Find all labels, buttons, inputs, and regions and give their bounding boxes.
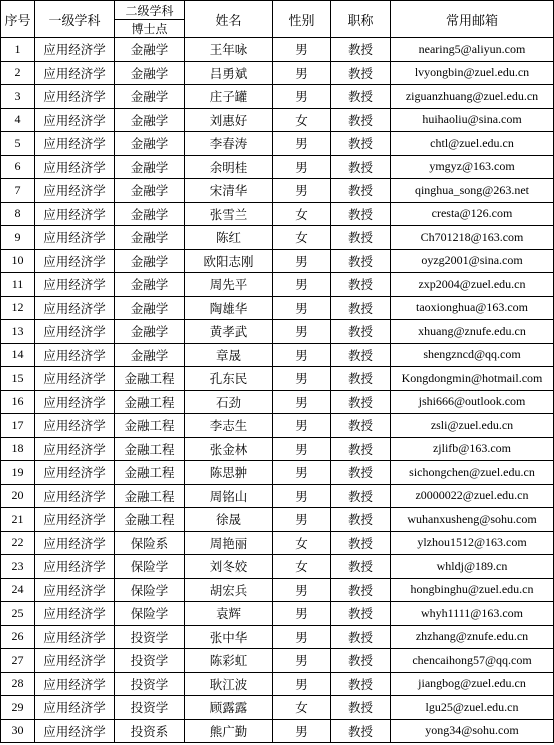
cell-level1-discipline: 应用经济学 xyxy=(35,390,115,414)
table-row xyxy=(1,273,554,297)
cell-level1-discipline: 应用经济学 xyxy=(35,296,115,320)
cell-gender: 女 xyxy=(273,108,331,132)
table-row xyxy=(1,108,554,132)
cell-no: 6 xyxy=(1,155,35,179)
cell-title: 教授 xyxy=(331,296,391,320)
cell-title: 教授 xyxy=(331,555,391,579)
table-row xyxy=(1,531,554,555)
cell-title: 教授 xyxy=(331,461,391,485)
cell-level2-discipline: 投资系 xyxy=(115,719,185,743)
cell-name: 刘冬姣 xyxy=(185,555,273,579)
cell-email: oyzg2001@sina.com xyxy=(391,249,554,273)
cell-level2-discipline: 金融学 xyxy=(115,273,185,297)
cell-name: 耿江波 xyxy=(185,672,273,696)
cell-title: 教授 xyxy=(331,202,391,226)
table-row xyxy=(1,343,554,367)
table-row xyxy=(1,461,554,485)
cell-name: 黄孝武 xyxy=(185,320,273,344)
cell-level2-discipline: 金融工程 xyxy=(115,461,185,485)
cell-no: 1 xyxy=(1,38,35,62)
cell-email: qinghua_song@263.net xyxy=(391,179,554,203)
cell-no: 13 xyxy=(1,320,35,344)
cell-level2-discipline: 金融学 xyxy=(115,343,185,367)
cell-gender: 男 xyxy=(273,414,331,438)
cell-email: zsli@zuel.edu.cn xyxy=(391,414,554,438)
cell-title: 教授 xyxy=(331,508,391,532)
cell-level1-discipline: 应用经济学 xyxy=(35,555,115,579)
cell-email: lvyongbin@zuel.edu.cn xyxy=(391,61,554,85)
cell-level2-discipline: 金融工程 xyxy=(115,484,185,508)
cell-gender: 男 xyxy=(273,484,331,508)
cell-gender: 男 xyxy=(273,719,331,743)
cell-email: ziguanzhuang@zuel.edu.cn xyxy=(391,85,554,109)
cell-level2-discipline: 保险学 xyxy=(115,555,185,579)
table-row xyxy=(1,414,554,438)
cell-level1-discipline: 应用经济学 xyxy=(35,61,115,85)
cell-name: 周铭山 xyxy=(185,484,273,508)
cell-email: cresta@126.com xyxy=(391,202,554,226)
cell-level1-discipline: 应用经济学 xyxy=(35,461,115,485)
cell-email: shengzncd@qq.com xyxy=(391,343,554,367)
cell-no: 10 xyxy=(1,249,35,273)
cell-no: 7 xyxy=(1,179,35,203)
cell-level1-discipline: 应用经济学 xyxy=(35,602,115,626)
cell-gender: 男 xyxy=(273,85,331,109)
cell-email: z0000022@zuel.edu.cn xyxy=(391,484,554,508)
cell-no: 9 xyxy=(1,226,35,250)
cell-name: 刘惠好 xyxy=(185,108,273,132)
cell-gender: 女 xyxy=(273,555,331,579)
cell-level2-discipline: 金融工程 xyxy=(115,414,185,438)
cell-no: 15 xyxy=(1,367,35,391)
cell-email: huihaoliu@sina.com xyxy=(391,108,554,132)
cell-title: 教授 xyxy=(331,719,391,743)
table-row xyxy=(1,179,554,203)
cell-level2-discipline: 金融学 xyxy=(115,249,185,273)
table-row xyxy=(1,296,554,320)
cell-title: 教授 xyxy=(331,155,391,179)
cell-gender: 男 xyxy=(273,249,331,273)
cell-name: 欧阳志刚 xyxy=(185,249,273,273)
cell-no: 12 xyxy=(1,296,35,320)
header-email: 常用邮箱 xyxy=(391,1,554,38)
cell-name: 陈思翀 xyxy=(185,461,273,485)
cell-level1-discipline: 应用经济学 xyxy=(35,672,115,696)
header-level1-discipline: 一级学科 xyxy=(35,1,115,38)
cell-level2-discipline: 金融学 xyxy=(115,108,185,132)
cell-gender: 男 xyxy=(273,38,331,62)
cell-email: taoxionghua@163.com xyxy=(391,296,554,320)
cell-gender: 男 xyxy=(273,155,331,179)
cell-title: 教授 xyxy=(331,320,391,344)
cell-gender: 男 xyxy=(273,367,331,391)
cell-no: 27 xyxy=(1,649,35,673)
cell-level1-discipline: 应用经济学 xyxy=(35,696,115,720)
cell-level1-discipline: 应用经济学 xyxy=(35,155,115,179)
cell-no: 22 xyxy=(1,531,35,555)
cell-email: Kongdongmin@hotmail.com xyxy=(391,367,554,391)
cell-email: chtl@zuel.edu.cn xyxy=(391,132,554,156)
cell-level2-discipline: 金融学 xyxy=(115,38,185,62)
cell-name: 章晟 xyxy=(185,343,273,367)
cell-level1-discipline: 应用经济学 xyxy=(35,719,115,743)
cell-title: 教授 xyxy=(331,484,391,508)
cell-email: whyh1111@163.com xyxy=(391,602,554,626)
cell-name: 陈红 xyxy=(185,226,273,250)
cell-gender: 男 xyxy=(273,508,331,532)
cell-email: xhuang@znufe.edu.cn xyxy=(391,320,554,344)
cell-email: nearing5@aliyun.com xyxy=(391,38,554,62)
header-doctoral-program: 博士点 xyxy=(115,20,185,38)
cell-no: 3 xyxy=(1,85,35,109)
cell-title: 教授 xyxy=(331,390,391,414)
cell-level2-discipline: 金融学 xyxy=(115,85,185,109)
cell-title: 教授 xyxy=(331,343,391,367)
cell-level1-discipline: 应用经济学 xyxy=(35,85,115,109)
cell-level1-discipline: 应用经济学 xyxy=(35,226,115,250)
cell-level2-discipline: 金融学 xyxy=(115,296,185,320)
header-name: 姓名 xyxy=(185,1,273,38)
header-no: 序号 xyxy=(1,1,35,38)
cell-gender: 女 xyxy=(273,202,331,226)
cell-no: 29 xyxy=(1,696,35,720)
cell-level1-discipline: 应用经济学 xyxy=(35,531,115,555)
table-row xyxy=(1,696,554,720)
header-title: 职称 xyxy=(331,1,391,38)
cell-level2-discipline: 投资学 xyxy=(115,649,185,673)
cell-title: 教授 xyxy=(331,273,391,297)
cell-title: 教授 xyxy=(331,649,391,673)
cell-level1-discipline: 应用经济学 xyxy=(35,132,115,156)
cell-name: 张金林 xyxy=(185,437,273,461)
cell-level1-discipline: 应用经济学 xyxy=(35,343,115,367)
table-row xyxy=(1,484,554,508)
cell-gender: 女 xyxy=(273,226,331,250)
cell-level2-discipline: 金融学 xyxy=(115,320,185,344)
cell-name: 熊广勤 xyxy=(185,719,273,743)
cell-no: 30 xyxy=(1,719,35,743)
cell-name: 王年咏 xyxy=(185,38,273,62)
table-row xyxy=(1,390,554,414)
cell-gender: 男 xyxy=(273,461,331,485)
cell-title: 教授 xyxy=(331,696,391,720)
cell-email: zxp2004@zuel.edu.cn xyxy=(391,273,554,297)
cell-email: yong34@sohu.com xyxy=(391,719,554,743)
cell-level1-discipline: 应用经济学 xyxy=(35,320,115,344)
cell-no: 17 xyxy=(1,414,35,438)
cell-name: 石劲 xyxy=(185,390,273,414)
cell-no: 5 xyxy=(1,132,35,156)
cell-gender: 男 xyxy=(273,132,331,156)
cell-name: 李春涛 xyxy=(185,132,273,156)
cell-no: 2 xyxy=(1,61,35,85)
cell-level1-discipline: 应用经济学 xyxy=(35,273,115,297)
cell-level1-discipline: 应用经济学 xyxy=(35,38,115,62)
table-row xyxy=(1,61,554,85)
cell-email: jiangbog@zuel.edu.cn xyxy=(391,672,554,696)
table-row xyxy=(1,719,554,743)
cell-email: hongbinghu@zuel.edu.cn xyxy=(391,578,554,602)
cell-no: 24 xyxy=(1,578,35,602)
cell-title: 教授 xyxy=(331,226,391,250)
cell-level2-discipline: 金融学 xyxy=(115,132,185,156)
cell-no: 19 xyxy=(1,461,35,485)
cell-gender: 男 xyxy=(273,179,331,203)
cell-no: 26 xyxy=(1,625,35,649)
cell-email: sichongchen@zuel.edu.cn xyxy=(391,461,554,485)
cell-name: 余明桂 xyxy=(185,155,273,179)
cell-title: 教授 xyxy=(331,672,391,696)
cell-no: 21 xyxy=(1,508,35,532)
cell-title: 教授 xyxy=(331,61,391,85)
cell-gender: 男 xyxy=(273,320,331,344)
cell-no: 25 xyxy=(1,602,35,626)
table-row xyxy=(1,367,554,391)
table-row xyxy=(1,672,554,696)
cell-email: ylzhou1512@163.com xyxy=(391,531,554,555)
table-row xyxy=(1,649,554,673)
cell-title: 教授 xyxy=(331,414,391,438)
cell-title: 教授 xyxy=(331,531,391,555)
cell-level2-discipline: 保险系 xyxy=(115,531,185,555)
cell-name: 胡宏兵 xyxy=(185,578,273,602)
cell-level1-discipline: 应用经济学 xyxy=(35,578,115,602)
cell-level2-discipline: 金融工程 xyxy=(115,437,185,461)
cell-level2-discipline: 金融学 xyxy=(115,155,185,179)
cell-name: 庄子罐 xyxy=(185,85,273,109)
table-body xyxy=(1,38,554,743)
cell-level1-discipline: 应用经济学 xyxy=(35,108,115,132)
cell-gender: 男 xyxy=(273,602,331,626)
cell-level2-discipline: 保险学 xyxy=(115,578,185,602)
cell-title: 教授 xyxy=(331,367,391,391)
cell-name: 陈彩虹 xyxy=(185,649,273,673)
cell-name: 周先平 xyxy=(185,273,273,297)
cell-gender: 男 xyxy=(273,625,331,649)
cell-title: 教授 xyxy=(331,179,391,203)
cell-level1-discipline: 应用经济学 xyxy=(35,437,115,461)
table-row xyxy=(1,249,554,273)
cell-gender: 男 xyxy=(273,296,331,320)
table-row xyxy=(1,602,554,626)
cell-title: 教授 xyxy=(331,437,391,461)
cell-level2-discipline: 金融工程 xyxy=(115,367,185,391)
cell-gender: 男 xyxy=(273,672,331,696)
cell-level2-discipline: 保险学 xyxy=(115,602,185,626)
cell-name: 吕勇斌 xyxy=(185,61,273,85)
cell-email: Ch701218@163.com xyxy=(391,226,554,250)
cell-no: 23 xyxy=(1,555,35,579)
cell-name: 周艳丽 xyxy=(185,531,273,555)
table-row xyxy=(1,625,554,649)
cell-level2-discipline: 金融工程 xyxy=(115,508,185,532)
cell-gender: 男 xyxy=(273,61,331,85)
cell-no: 11 xyxy=(1,273,35,297)
cell-email: ymgyz@163.com xyxy=(391,155,554,179)
cell-name: 李志生 xyxy=(185,414,273,438)
cell-level2-discipline: 投资学 xyxy=(115,625,185,649)
cell-level1-discipline: 应用经济学 xyxy=(35,484,115,508)
cell-level2-discipline: 金融学 xyxy=(115,61,185,85)
cell-name: 张雪兰 xyxy=(185,202,273,226)
cell-email: zjlifb@163.com xyxy=(391,437,554,461)
cell-level1-discipline: 应用经济学 xyxy=(35,202,115,226)
cell-name: 陶雄华 xyxy=(185,296,273,320)
cell-level2-discipline: 投资学 xyxy=(115,672,185,696)
cell-no: 16 xyxy=(1,390,35,414)
cell-title: 教授 xyxy=(331,625,391,649)
cell-level2-discipline: 金融工程 xyxy=(115,390,185,414)
table-row xyxy=(1,155,554,179)
cell-email: whldj@189.cn xyxy=(391,555,554,579)
cell-title: 教授 xyxy=(331,85,391,109)
cell-gender: 男 xyxy=(273,437,331,461)
cell-name: 袁辉 xyxy=(185,602,273,626)
cell-email: zhzhang@znufe.edu.cn xyxy=(391,625,554,649)
cell-level1-discipline: 应用经济学 xyxy=(35,249,115,273)
cell-title: 教授 xyxy=(331,38,391,62)
cell-no: 28 xyxy=(1,672,35,696)
cell-name: 孔东民 xyxy=(185,367,273,391)
cell-title: 教授 xyxy=(331,108,391,132)
cell-email: wuhanxusheng@sohu.com xyxy=(391,508,554,532)
cell-gender: 男 xyxy=(273,578,331,602)
cell-level2-discipline: 金融学 xyxy=(115,179,185,203)
header-gender: 性别 xyxy=(273,1,331,38)
table-row xyxy=(1,226,554,250)
cell-gender: 男 xyxy=(273,649,331,673)
cell-no: 4 xyxy=(1,108,35,132)
cell-no: 20 xyxy=(1,484,35,508)
table-row xyxy=(1,38,554,62)
cell-email: jshi666@outlook.com xyxy=(391,390,554,414)
table-row xyxy=(1,508,554,532)
table-row xyxy=(1,555,554,579)
cell-gender: 男 xyxy=(273,390,331,414)
cell-name: 宋清华 xyxy=(185,179,273,203)
cell-no: 18 xyxy=(1,437,35,461)
cell-email: lgu25@zuel.edu.cn xyxy=(391,696,554,720)
table-header xyxy=(1,1,554,38)
cell-level1-discipline: 应用经济学 xyxy=(35,625,115,649)
cell-level2-discipline: 金融学 xyxy=(115,226,185,250)
cell-title: 教授 xyxy=(331,132,391,156)
cell-no: 14 xyxy=(1,343,35,367)
table-row xyxy=(1,132,554,156)
table-row xyxy=(1,578,554,602)
cell-title: 教授 xyxy=(331,249,391,273)
table-row xyxy=(1,437,554,461)
cell-no: 8 xyxy=(1,202,35,226)
cell-gender: 女 xyxy=(273,696,331,720)
cell-level1-discipline: 应用经济学 xyxy=(35,508,115,532)
cell-gender: 男 xyxy=(273,273,331,297)
cell-level1-discipline: 应用经济学 xyxy=(35,649,115,673)
cell-gender: 女 xyxy=(273,531,331,555)
cell-level1-discipline: 应用经济学 xyxy=(35,367,115,391)
cell-level1-discipline: 应用经济学 xyxy=(35,414,115,438)
cell-title: 教授 xyxy=(331,578,391,602)
cell-email: chencaihong57@qq.com xyxy=(391,649,554,673)
cell-level1-discipline: 应用经济学 xyxy=(35,179,115,203)
cell-name: 顾露露 xyxy=(185,696,273,720)
cell-title: 教授 xyxy=(331,602,391,626)
cell-level2-discipline: 投资学 xyxy=(115,696,185,720)
table-row xyxy=(1,320,554,344)
cell-name: 徐晟 xyxy=(185,508,273,532)
cell-gender: 男 xyxy=(273,343,331,367)
table-row xyxy=(1,202,554,226)
cell-level2-discipline: 金融学 xyxy=(115,202,185,226)
table-row xyxy=(1,85,554,109)
cell-name: 张中华 xyxy=(185,625,273,649)
header-level2-discipline: 二级学科 xyxy=(115,1,185,20)
